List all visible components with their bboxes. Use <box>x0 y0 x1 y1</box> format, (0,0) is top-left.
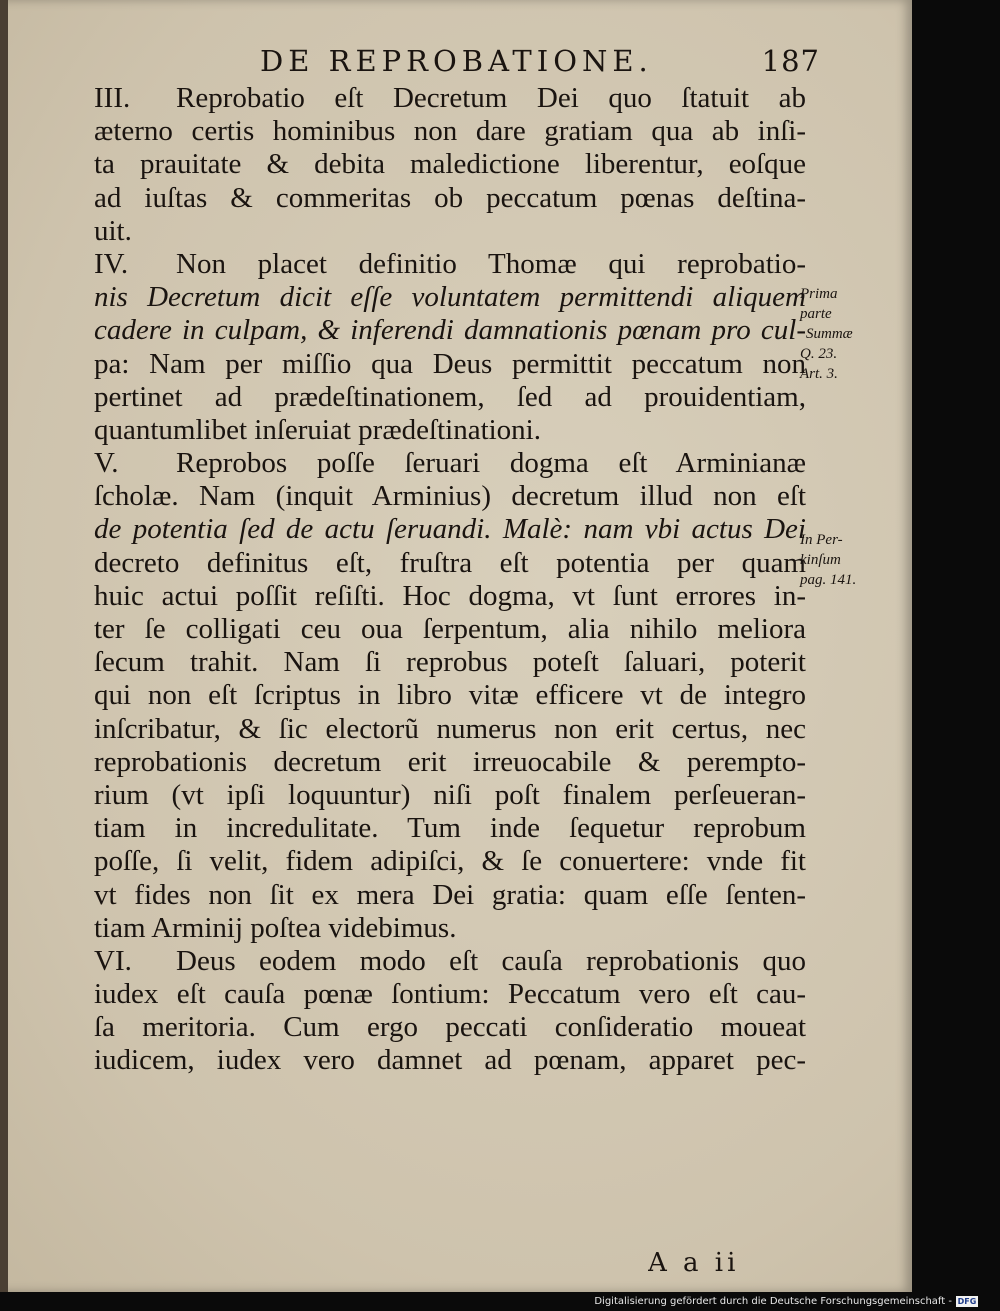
text-line: V. Reprobos poſſe ſeruari dogma eſt Arminianæ <box>94 447 806 480</box>
text-line: ta prauitate & debita maledictione liberentur, eoſque <box>94 148 806 181</box>
text-line: rium (vt ipſi loquuntur) niſi poſt finalem perſeueran- <box>94 778 806 811</box>
text-line: VI. Deus eodem modo eſt cauſa reprobationis quo <box>94 944 806 977</box>
text-line: pa: Nam per miſſio qua Deus permittit peccatum non <box>94 347 806 380</box>
page-number: 187 <box>761 44 820 78</box>
text-line: quantumlibet inſeruiat prædeſtinationi. <box>94 413 541 446</box>
text-line: inſcribatur, & ſic electorũ numerus non erit certus, nec <box>94 712 806 745</box>
text-line: iudicem, iudex vero damnet ad pœnam, apparet pec- <box>94 1044 806 1077</box>
text-line: poſſe, ſi velit, fidem adipiſci, & ſe conuertere: vnde fit <box>94 845 806 878</box>
text-line: decreto definitus eſt, fruſtra eſt potentia per quam <box>94 546 806 579</box>
signature-mark: A a ii <box>648 1248 740 1278</box>
text-line: vt fides non ſit ex mera Dei gratia: quam eſſe ſenten- <box>94 878 806 911</box>
text-line: tiam in incredulitate. Tum inde ſequetur reprobum <box>94 812 806 845</box>
main-text <box>94 82 806 1078</box>
paragraph-iv <box>94 248 806 447</box>
text-line: pertinet ad prædeſtinationem, ſed ad prouidentiam, <box>94 380 806 413</box>
text-line: ſcholæ. Nam (inquit Arminius) decretum illud non eſt <box>94 480 806 513</box>
running-head-title: DE REPROBATIONE. <box>260 44 653 78</box>
dfg-logo-icon: DFG <box>957 1296 977 1306</box>
text-line: reprobationis decretum erit irreuocabile & perempto- <box>94 745 806 778</box>
text-line: ſa meritoria. Cum ergo peccati conſideratio moueat <box>94 1011 806 1044</box>
text-line: huic actui poſſit reſiſti. Hoc dogma, vt ſunt errores in- <box>94 579 806 612</box>
text-line: iudex eſt cauſa pœnæ ſontium: Peccatum vero eſt cau- <box>94 978 806 1011</box>
text-line: ad iuſtas & commeritas ob peccatum pœnas deſtina- <box>94 181 806 214</box>
text-line: tiam Arminij poſtea videbimus. <box>94 911 457 944</box>
paragraph-number: III. <box>94 82 131 114</box>
margin-note-thomas: Prima parte Summæ Q. 23. Art. 3. <box>800 286 853 382</box>
paragraph-number: V. <box>94 447 119 480</box>
digitization-footer <box>594 1294 978 1308</box>
text-line: ſecum trahit. Nam ſi reprobus poteſt ſaluari, poterit <box>94 646 806 679</box>
text-line: ter ſe colligati ceu oua ſerpentum, alia nihilo meliora <box>94 613 806 645</box>
paragraph-number: VI. <box>94 944 132 977</box>
text-line: III. Reprobatio eſt Decretum Dei quo ſtatuit ab <box>94 82 806 114</box>
text-line: nis Decretum dicit eſſe voluntatem permittendi aliquem <box>94 281 806 314</box>
margin-note-perkins: In Per- kinſum pag. 141. <box>800 532 857 588</box>
text-line: æterno certis hominibus non dare gratiam qua ab inſi- <box>94 115 806 148</box>
text-line: cadere in culpam, & inferendi damnationis pœnam pro cul- <box>94 314 806 347</box>
footer-text: Digitalisierung gefördert durch die Deutsche Forschungsgemeinschaft - <box>594 1295 952 1307</box>
running-head <box>260 44 820 82</box>
text-line: de potentia ſed de actu ſeruandi. Malè: nam vbi actus Dei <box>94 513 806 546</box>
text-line: qui non eſt ſcriptus in libro vitæ efficere vt de integro <box>94 679 806 712</box>
page-edge <box>0 0 8 1292</box>
paragraph-number: IV. <box>94 247 129 280</box>
text-line: IV. Non placet definitio Thomæ qui reprobatio- <box>94 247 806 280</box>
text-line: uit. <box>94 214 132 247</box>
paragraph-iii <box>94 82 806 248</box>
paragraph-vi <box>94 945 806 1078</box>
paragraph-v <box>94 447 806 945</box>
